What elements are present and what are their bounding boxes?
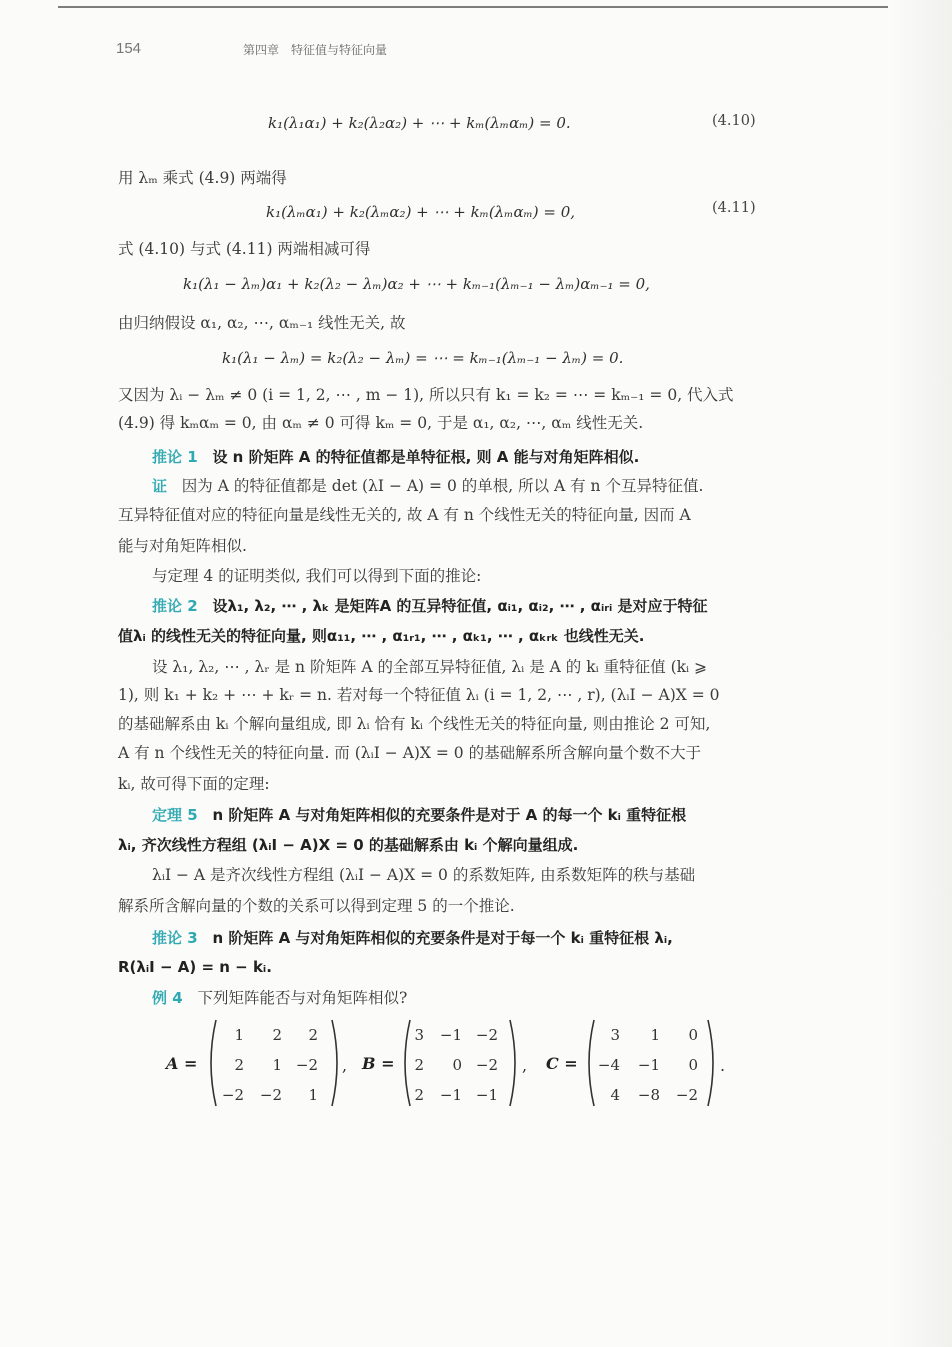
setup-line-2: 1), 则 k₁ + k₂ + ⋯ + kᵣ = n. 若对每一个特征值 λᵢ (i = 1, 2, ⋯ , r), (λᵢI − A)X = 0 bbox=[118, 686, 720, 704]
matrices-row bbox=[160, 1018, 760, 1110]
corollary-2-line-1 bbox=[152, 596, 802, 616]
corollary-3-line-2 bbox=[118, 957, 768, 977]
setup-line-5: kᵢ, 故可得下面的定理: bbox=[118, 775, 270, 793]
matrix-a-punct: , bbox=[342, 1056, 348, 1075]
matrix-b-cell: −1 bbox=[439, 1026, 462, 1044]
matrix-c bbox=[584, 1018, 718, 1108]
corollary-3-line-1 bbox=[152, 928, 802, 948]
matrix-b-cell: 2 bbox=[414, 1086, 424, 1104]
matrix-c-cell: −8 bbox=[637, 1086, 660, 1104]
paragraph-similar: 与定理 4 的证明类似, 我们可以得到下面的推论: bbox=[152, 567, 482, 585]
proof-line-1 bbox=[152, 476, 802, 496]
matrix-a-cell: −2 bbox=[259, 1086, 282, 1104]
example-4 bbox=[152, 988, 802, 1008]
matrix-c-cell: 4 bbox=[610, 1086, 620, 1104]
corollary-1-text: 设 n 阶矩阵 A 的特征值都是单特征根, 则 A 能与对角矩阵相似. bbox=[212, 448, 640, 466]
equation-number-4-10: (4.10) bbox=[712, 113, 756, 129]
matrix-c-cell: −1 bbox=[637, 1056, 660, 1074]
matrix-c-cell: 0 bbox=[688, 1056, 698, 1074]
matrix-a-cell: −2 bbox=[221, 1086, 244, 1104]
equation-coefficients-zero: k₁(λ₁ − λₘ) = k₂(λ₂ − λₘ) = ⋯ = kₘ₋₁(λₘ₋₁ − λₘ) = 0. bbox=[222, 349, 624, 367]
matrix-b-cell: 2 bbox=[414, 1056, 424, 1074]
matrix-b-punct: , bbox=[522, 1056, 528, 1075]
matrix-a-name: A = bbox=[166, 1054, 198, 1073]
matrix-b-cell: −1 bbox=[475, 1086, 498, 1104]
coefficient-line-2: 解系所含解向量的个数的关系可以得到定理 5 的一个推论. bbox=[118, 897, 515, 915]
matrix-a-cell: −2 bbox=[295, 1056, 318, 1074]
corollary-3-text-2: R(λᵢI − A) = n − kᵢ. bbox=[118, 958, 272, 976]
matrix-c-name: C = bbox=[546, 1054, 578, 1073]
matrix-b-cell: −1 bbox=[439, 1086, 462, 1104]
coefficient-line-1: λᵢI − A 是齐次线性方程组 (λᵢI − A)X = 0 的系数矩阵, 由系数矩阵的秩与基础 bbox=[152, 866, 696, 884]
matrix-c-punct: . bbox=[720, 1056, 726, 1075]
corollary-2-line-2 bbox=[118, 626, 768, 646]
page-edge-shadow bbox=[892, 0, 952, 1347]
matrix-b bbox=[400, 1018, 520, 1108]
proof-label: 证 bbox=[152, 477, 168, 495]
matrix-a-cell: 1 bbox=[272, 1056, 282, 1074]
paragraph-because-line-1: 又因为 λᵢ − λₘ ≠ 0 (i = 1, 2, ⋯ , m − 1), 所以只有 k₁ = k₂ = ⋯ = kₘ₋₁ = 0, 代入式 bbox=[118, 386, 734, 404]
setup-line-3: 的基础解系由 kᵢ 个解向量组成, 即 λᵢ 恰有 kᵢ 个线性无关的特征向量, 则由推论 2 可知, bbox=[118, 715, 711, 733]
matrix-b-cell: −2 bbox=[475, 1056, 498, 1074]
example-4-text: 下列矩阵能否与对角矩阵相似? bbox=[197, 989, 408, 1007]
theorem-5-line-2 bbox=[118, 835, 768, 855]
paragraph-because-line-2: (4.9) 得 kₘαₘ = 0, 由 αₘ ≠ 0 可得 kₘ = 0, 于是 α₁, α₂, ⋯, αₘ 线性无关. bbox=[118, 414, 644, 432]
paragraph-induction: 由归纳假设 α₁, α₂, ⋯, αₘ₋₁ 线性无关, 故 bbox=[118, 314, 406, 332]
page-number: 154 bbox=[116, 40, 142, 57]
corollary-1 bbox=[152, 447, 802, 467]
matrix-a-cell: 1 bbox=[308, 1086, 318, 1104]
proof-line-3: 能与对角矩阵相似. bbox=[118, 537, 247, 555]
top-rule bbox=[58, 6, 888, 8]
equation-4-11: k₁(λₘα₁) + k₂(λₘα₂) + ⋯ + kₘ(λₘαₘ) = 0, bbox=[266, 203, 576, 221]
equation-number-4-11: (4.11) bbox=[712, 200, 756, 216]
running-head: 第四章 特征值与特征向量 bbox=[243, 43, 388, 57]
setup-line-1: 设 λ₁, λ₂, ⋯ , λᵣ 是 n 阶矩阵 A 的全部互异特征值, λᵢ 是 A 的 kᵢ 重特征值 (kᵢ ⩾ bbox=[152, 658, 708, 676]
matrix-a bbox=[204, 1018, 344, 1108]
corollary-2-text-2: 值λᵢ 的线性无关的特征向量, 则α₁₁, ⋯ , α₁ᵣ₁, ⋯ , αₖ₁, ⋯ , αₖᵣₖ 也线性无关. bbox=[118, 627, 645, 645]
corollary-2-label: 推论 2 bbox=[152, 597, 198, 615]
proof-line-2: 互异特征值对应的特征向量是线性无关的, 故 A 有 n 个线性无关的特征向量, 因而 A bbox=[118, 506, 691, 524]
paragraph-subtract: 式 (4.10) 与式 (4.11) 两端相减可得 bbox=[118, 240, 371, 258]
matrix-b-cell: 3 bbox=[414, 1026, 424, 1044]
matrix-c-cell: 0 bbox=[688, 1026, 698, 1044]
setup-line-4: A 有 n 个线性无关的特征向量. 而 (λᵢI − A)X = 0 的基础解系所含解向量个数不大于 bbox=[118, 744, 702, 762]
matrix-c-cell: 3 bbox=[610, 1026, 620, 1044]
matrix-a-cell: 2 bbox=[272, 1026, 282, 1044]
theorem-5-text-2: λᵢ, 齐次线性方程组 (λᵢI − A)X = 0 的基础解系由 kᵢ 个解向量组成. bbox=[118, 836, 579, 854]
equation-4-10: k₁(λ₁α₁) + k₂(λ₂α₂) + ⋯ + kₘ(λₘαₘ) = 0. bbox=[268, 114, 571, 132]
corollary-3-text-1: n 阶矩阵 A 与对角矩阵相似的充要条件是对于每一个 kᵢ 重特征根 λᵢ, bbox=[212, 929, 673, 947]
matrix-a-cell: 2 bbox=[234, 1056, 244, 1074]
theorem-5-line-1 bbox=[152, 805, 802, 825]
matrix-b-cell: 0 bbox=[452, 1056, 462, 1074]
theorem-5-label: 定理 5 bbox=[152, 806, 198, 824]
equation-difference: k₁(λ₁ − λₘ)α₁ + k₂(λ₂ − λₘ)α₂ + ⋯ + kₘ₋₁(λₘ₋₁ − λₘ)αₘ₋₁ = 0, bbox=[183, 275, 650, 293]
matrix-a-cell: 1 bbox=[234, 1026, 244, 1044]
theorem-5-text-1: n 阶矩阵 A 与对角矩阵相似的充要条件是对于 A 的每一个 kᵢ 重特征根 bbox=[212, 806, 687, 824]
paragraph-multiply: 用 λₘ 乘式 (4.9) 两端得 bbox=[118, 169, 287, 187]
matrix-c-cell: 1 bbox=[650, 1026, 660, 1044]
proof-text-1: 因为 A 的特征值都是 det (λI − A) = 0 的单根, 所以 A 有 n 个互异特征值. bbox=[181, 477, 704, 495]
matrix-b-cell: −2 bbox=[475, 1026, 498, 1044]
corollary-1-label: 推论 1 bbox=[152, 448, 198, 466]
corollary-3-label: 推论 3 bbox=[152, 929, 198, 947]
matrix-c-cell: −2 bbox=[675, 1086, 698, 1104]
example-4-label: 例 4 bbox=[152, 989, 183, 1007]
matrix-a-cell: 2 bbox=[308, 1026, 318, 1044]
matrix-b-name: B = bbox=[362, 1054, 395, 1073]
matrix-c-cell: −4 bbox=[597, 1056, 620, 1074]
corollary-2-text-1: 设λ₁, λ₂, ⋯ , λₖ 是矩阵A 的互异特征值, αᵢ₁, αᵢ₂, ⋯ , αᵢᵣᵢ 是对应于特征 bbox=[212, 597, 708, 615]
